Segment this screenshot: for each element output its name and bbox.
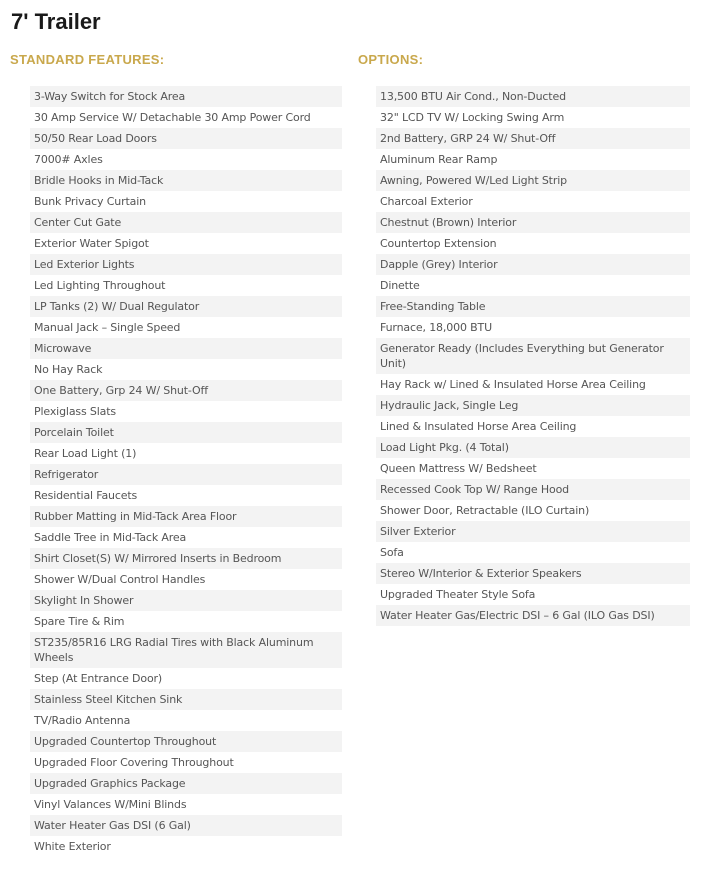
standard-feature-item: Microwave	[30, 338, 342, 359]
option-item: Lined & Insulated Horse Area Ceiling	[376, 416, 690, 437]
standard-feature-item: Porcelain Toilet	[30, 422, 342, 443]
standard-feature-item: Vinyl Valances W/Mini Blinds	[30, 794, 342, 815]
option-item: 13,500 BTU Air Cond., Non-Ducted	[376, 86, 690, 107]
standard-feature-item: Rubber Matting in Mid-Tack Area Floor	[30, 506, 342, 527]
standard-feature-item: Stainless Steel Kitchen Sink	[30, 689, 342, 710]
standard-feature-item: Led Lighting Throughout	[30, 275, 342, 296]
option-item: Free-Standing Table	[376, 296, 690, 317]
option-item: Load Light Pkg. (4 Total)	[376, 437, 690, 458]
option-item: Charcoal Exterior	[376, 191, 690, 212]
option-item: Recessed Cook Top W/ Range Hood	[376, 479, 690, 500]
standard-feature-item: Skylight In Shower	[30, 590, 342, 611]
option-item: Queen Mattress W/ Bedsheet	[376, 458, 690, 479]
standard-feature-item: Upgraded Graphics Package	[30, 773, 342, 794]
standard-features-heading: STANDARD FEATURES:	[10, 52, 165, 67]
standard-feature-item: Bridle Hooks in Mid-Tack	[30, 170, 342, 191]
standard-feature-item: White Exterior	[30, 836, 342, 857]
option-item: Hay Rack w/ Lined & Insulated Horse Area Ceiling	[376, 374, 690, 395]
standard-feature-item: No Hay Rack	[30, 359, 342, 380]
option-item: Silver Exterior	[376, 521, 690, 542]
option-item: 32" LCD TV W/ Locking Swing Arm	[376, 107, 690, 128]
page-title: 7' Trailer	[11, 9, 101, 34]
option-item: Dapple (Grey) Interior	[376, 254, 690, 275]
standard-feature-item: Plexiglass Slats	[30, 401, 342, 422]
standard-feature-item: Shower W/Dual Control Handles	[30, 569, 342, 590]
standard-feature-item: Center Cut Gate	[30, 212, 342, 233]
standard-feature-item: Saddle Tree in Mid-Tack Area	[30, 527, 342, 548]
option-item: Chestnut (Brown) Interior	[376, 212, 690, 233]
standard-feature-item: Refrigerator	[30, 464, 342, 485]
option-item: Hydraulic Jack, Single Leg	[376, 395, 690, 416]
standard-feature-item: Exterior Water Spigot	[30, 233, 342, 254]
standard-features-section	[10, 52, 342, 857]
standard-feature-item: Step (At Entrance Door)	[30, 668, 342, 689]
options-list	[376, 86, 690, 626]
standard-feature-item: Shirt Closet(S) W/ Mirrored Inserts in Bedroom	[30, 548, 342, 569]
standard-features-list	[30, 86, 342, 857]
standard-feature-item: One Battery, Grp 24 W/ Shut-Off	[30, 380, 342, 401]
option-item: Countertop Extension	[376, 233, 690, 254]
standard-feature-item: TV/Radio Antenna	[30, 710, 342, 731]
option-item: 2nd Battery, GRP 24 W/ Shut-Off	[376, 128, 690, 149]
option-item: Awning, Powered W/Led Light Strip	[376, 170, 690, 191]
standard-feature-item: 30 Amp Service W/ Detachable 30 Amp Power Cord	[30, 107, 342, 128]
options-heading: OPTIONS:	[358, 52, 424, 67]
option-item: Upgraded Theater Style Sofa	[376, 584, 690, 605]
standard-feature-item: 7000# Axles	[30, 149, 342, 170]
standard-feature-item: Upgraded Countertop Throughout	[30, 731, 342, 752]
standard-feature-item: Rear Load Light (1)	[30, 443, 342, 464]
option-item: Furnace, 18,000 BTU	[376, 317, 690, 338]
standard-feature-item: ST235/85R16 LRG Radial Tires with Black Aluminum Wheels	[30, 632, 342, 668]
standard-feature-item: Bunk Privacy Curtain	[30, 191, 342, 212]
option-item: Aluminum Rear Ramp	[376, 149, 690, 170]
standard-feature-item: Water Heater Gas DSI (6 Gal)	[30, 815, 342, 836]
standard-feature-item: Led Exterior Lights	[30, 254, 342, 275]
standard-feature-item: Spare Tire & Rim	[30, 611, 342, 632]
option-item: Stereo W/Interior & Exterior Speakers	[376, 563, 690, 584]
option-item: Shower Door, Retractable (ILO Curtain)	[376, 500, 690, 521]
options-section	[358, 52, 690, 626]
standard-feature-item: Upgraded Floor Covering Throughout	[30, 752, 342, 773]
option-item: Dinette	[376, 275, 690, 296]
option-item: Generator Ready (Includes Everything but Generator Unit)	[376, 338, 690, 374]
standard-feature-item: 50/50 Rear Load Doors	[30, 128, 342, 149]
option-item: Water Heater Gas/Electric DSI – 6 Gal (ILO Gas DSI)	[376, 605, 690, 626]
option-item: Sofa	[376, 542, 690, 563]
standard-feature-item: LP Tanks (2) W/ Dual Regulator	[30, 296, 342, 317]
standard-feature-item: Manual Jack – Single Speed	[30, 317, 342, 338]
standard-feature-item: 3-Way Switch for Stock Area	[30, 86, 342, 107]
standard-feature-item: Residential Faucets	[30, 485, 342, 506]
